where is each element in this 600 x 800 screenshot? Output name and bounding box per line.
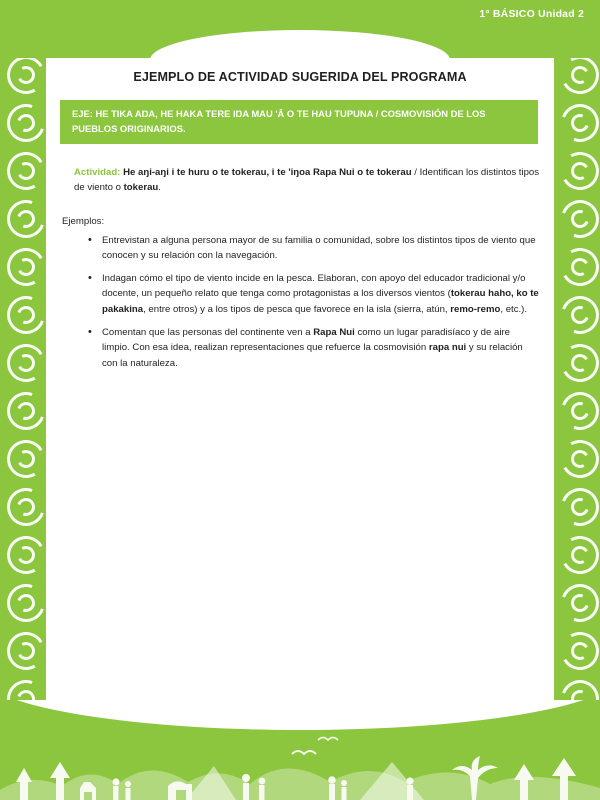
body-text: y su relación con la naturaleza. (102, 342, 523, 369)
body-text: Indagan cómo el tipo de viento incide en la pesca. Elaboran, con apoyo del educador tradicional y/o docente, un pequeño relato que tenga como protagonistas a los diversos vientos ( (102, 272, 526, 300)
unit-badge: 1° BÁSICO Unidad 2 (479, 8, 584, 20)
spiral-ornament-icon (555, 578, 600, 628)
landscape-silhouette-icon (0, 724, 600, 800)
examples-list (60, 233, 540, 371)
spiral-ornament-icon (3, 436, 50, 483)
spiral-ornament-icon-column-left (0, 56, 46, 746)
spiral-ornament-icon (557, 52, 600, 99)
emphasis-text: rapa nui (428, 342, 467, 354)
spiral-ornament-icon (557, 532, 600, 579)
activity-label: Actividad: (74, 167, 121, 179)
spiral-ornament-icon (557, 628, 600, 675)
page-title: EJEMPLO DE ACTIVIDAD SUGERIDA DEL PROGRAMA (133, 70, 467, 84)
activity-text-translation: / Identifican los distintos tipos de viento o (74, 167, 540, 194)
spiral-ornament-icon (3, 148, 50, 195)
list-item (90, 325, 540, 372)
spiral-ornament-icon (1, 98, 51, 148)
activity-text-rapanui: He aŋi-aŋi i te huru o te tokerau, i te 'iŋoa Rapa Nui o te tokerau (123, 167, 412, 179)
spiral-ornament-icon (3, 532, 50, 579)
spiral-ornament-icon (3, 52, 50, 99)
body-text: , etc.). (500, 304, 528, 315)
activity-paragraph (60, 166, 540, 196)
spiral-ornament-icon (555, 386, 600, 436)
body-text: como un lugar paradisíaco y de aire limpio. Con esa idea, realizan representaciones que refuerce la cosmovisión (102, 326, 510, 354)
eje-banner: EJE: HE TIKA AŊA, HE HAKA TERE IŊA MAU 'Ā O TE HAU TUPUNA / COSMOVISIÓN DE LOS PUEBLOS ORIGINARIOS. (60, 100, 538, 144)
spiral-ornament-icon (3, 628, 50, 675)
spiral-ornament-icon (3, 244, 50, 291)
spiral-ornament-icon-column-right (554, 56, 600, 746)
spiral-ornament-icon (1, 290, 51, 340)
examples-label: Ejemplos: (62, 215, 105, 227)
spiral-ornament-icon (557, 244, 600, 291)
emphasis-text: Rapa Nui (313, 326, 355, 338)
spiral-ornament-icon (557, 436, 600, 483)
spiral-ornament-icon (1, 578, 51, 628)
spiral-ornament-icon (555, 290, 600, 340)
list-item (90, 233, 540, 264)
spiral-ornament-icon (1, 482, 51, 532)
spiral-ornament-icon (555, 98, 600, 148)
spiral-ornament-icon (3, 340, 50, 387)
body-text: Comentan que las personas del continente ven a (102, 326, 314, 338)
body-text: Entrevistan a alguna persona mayor de su familia o comunidad, sobre los distintos tipos de viento que conocen y su relación con la navegación. (102, 234, 536, 262)
activity-text-period: . (158, 182, 161, 194)
body-text: , entre otros) y a los tipos de pesca que favorece en la isla (sierra, atún, (143, 304, 451, 315)
spiral-ornament-icon (1, 194, 51, 244)
emphasis-text: remo-remo (450, 304, 501, 315)
spiral-ornament-icon (555, 194, 600, 244)
spiral-ornament-icon (555, 482, 600, 532)
emphasis-text: tokerau haho, ko te pakakina (102, 288, 539, 315)
content-area (60, 62, 540, 378)
spiral-ornament-icon (1, 386, 51, 436)
footer-band (0, 700, 600, 800)
activity-text-keyword: tokerau (123, 182, 159, 194)
spiral-ornament-icon (557, 340, 600, 387)
spiral-ornament-icon (557, 148, 600, 195)
list-item (90, 271, 540, 318)
